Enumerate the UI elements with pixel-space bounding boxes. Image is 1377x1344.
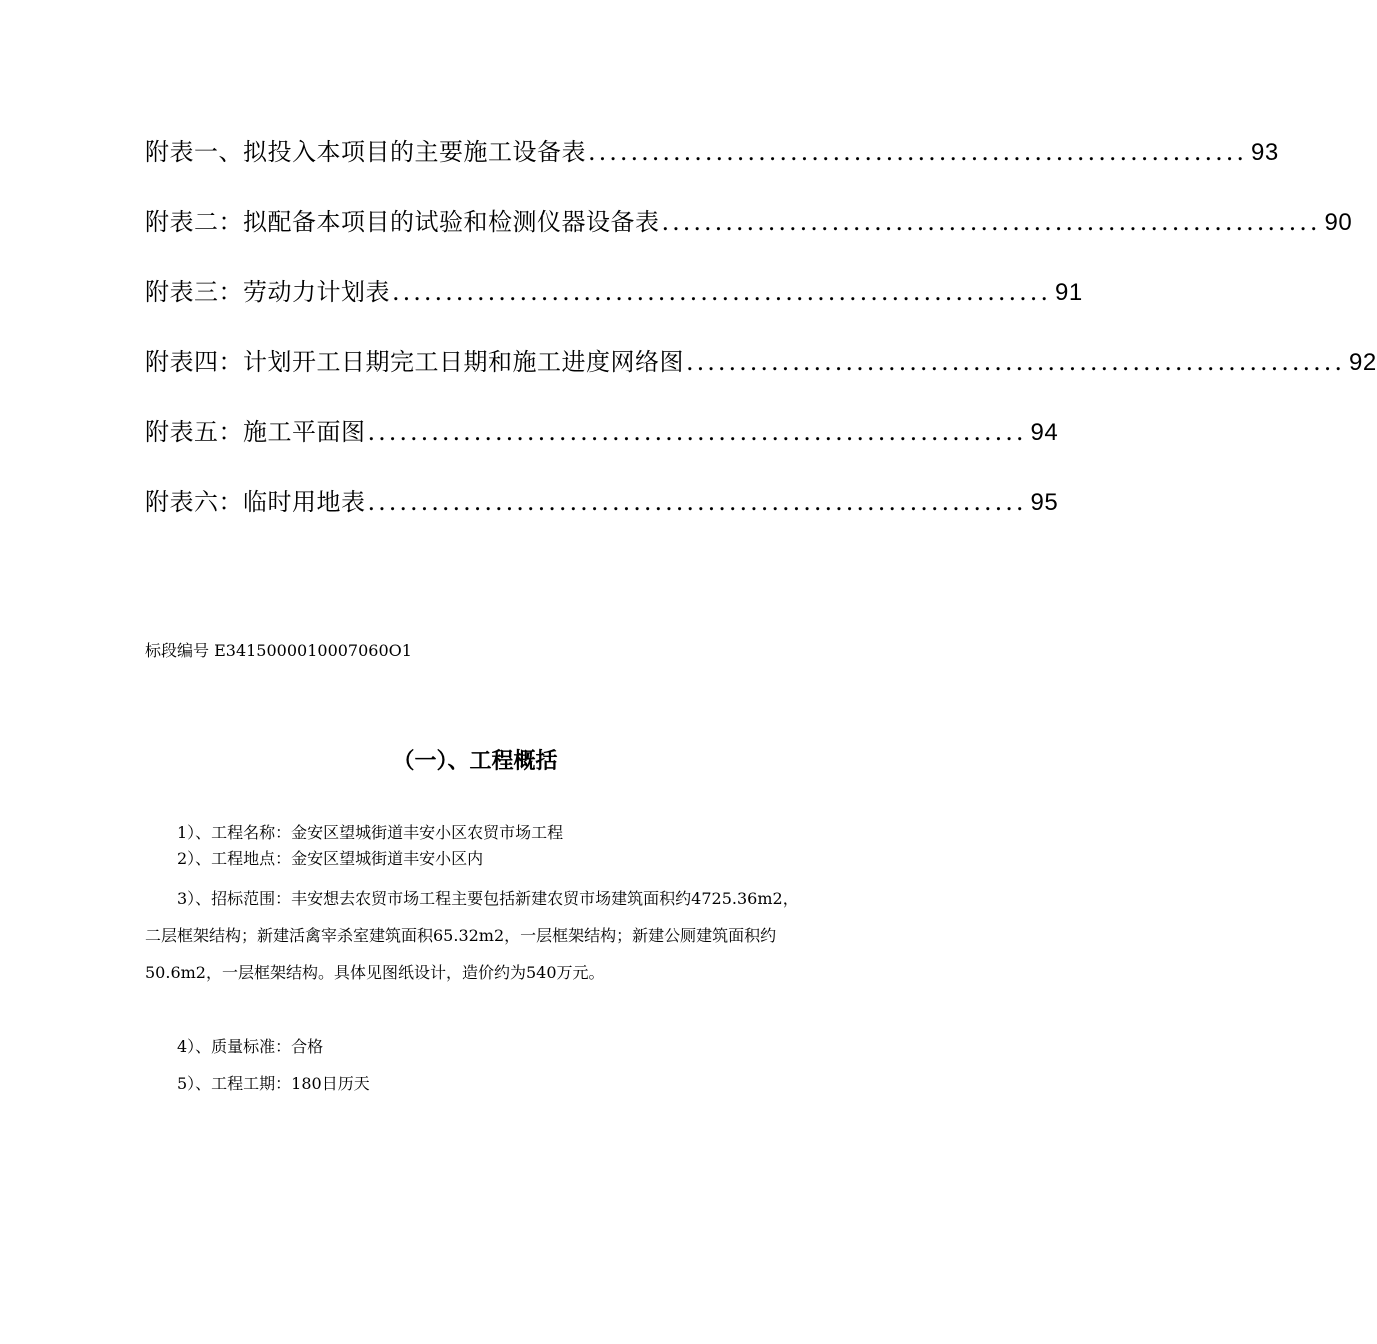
toc-entry-page: 93 bbox=[1251, 139, 1279, 166]
toc-entry-page: 94 bbox=[1030, 419, 1059, 446]
construction-period-item: 5）、工程工期：180日历天 bbox=[177, 1074, 370, 1093]
toc-leader-dots: .............................................................. bbox=[686, 348, 1345, 376]
toc-leader-dots: .............................................................. bbox=[588, 138, 1247, 166]
project-location-item: 2）、工程地点：金安区望城街道丰安小区内 bbox=[177, 849, 484, 868]
toc-entry[interactable] bbox=[145, 342, 1377, 412]
quality-standard-item: 4）、质量标准：合格 bbox=[177, 1037, 324, 1056]
toc-entry-page: 95 bbox=[1030, 489, 1059, 516]
table-of-contents bbox=[145, 132, 1377, 552]
toc-entry-title: 附表五：施工平面图 bbox=[145, 418, 366, 446]
toc-entry[interactable] bbox=[145, 202, 1353, 272]
section-heading: （一）、工程概括 bbox=[392, 749, 558, 774]
toc-entry-title: 附表六：临时用地表 bbox=[145, 488, 366, 516]
toc-leader-dots: .............................................................. bbox=[367, 488, 1027, 516]
toc-entry-page: 90 bbox=[1324, 209, 1353, 236]
toc-entry[interactable] bbox=[145, 272, 1083, 342]
bid-scope-item: 3）、招标范围：丰安想去农贸市场工程主要包括新建农贸市场建筑面积约4725.36m2，二层框架结构；新建活禽宰杀室建筑面积65.32m2，一层框架结构；新建公厕建筑面积约50.6m2，一层框架结构。具体见图纸设计，造价约为540万元。 bbox=[145, 889, 799, 982]
toc-leader-dots: .............................................................. bbox=[661, 208, 1321, 236]
toc-entry[interactable] bbox=[145, 412, 1059, 482]
toc-entry-page: 91 bbox=[1055, 279, 1083, 306]
toc-entry-title: 附表二：拟配备本项目的试验和检测仪器设备表 bbox=[145, 208, 660, 236]
toc-entry-title: 附表一、拟投入本项目的主要施工设备表 bbox=[145, 138, 586, 166]
toc-leader-dots: .............................................................. bbox=[392, 278, 1051, 306]
toc-leader-dots: .............................................................. bbox=[367, 418, 1027, 446]
project-name-item: 1）、工程名称：金安区望城街道丰安小区农贸市场工程 bbox=[177, 823, 564, 842]
toc-entry-page: 92 bbox=[1349, 349, 1377, 376]
section-code: 标段编号 E3415000010007060O1 bbox=[145, 641, 412, 660]
toc-entry[interactable] bbox=[145, 482, 1059, 552]
toc-entry[interactable] bbox=[145, 132, 1279, 202]
toc-entry-title: 附表三：劳动力计划表 bbox=[145, 278, 390, 306]
toc-entry-title: 附表四：计划开工日期完工日期和施工进度网络图 bbox=[145, 348, 684, 376]
